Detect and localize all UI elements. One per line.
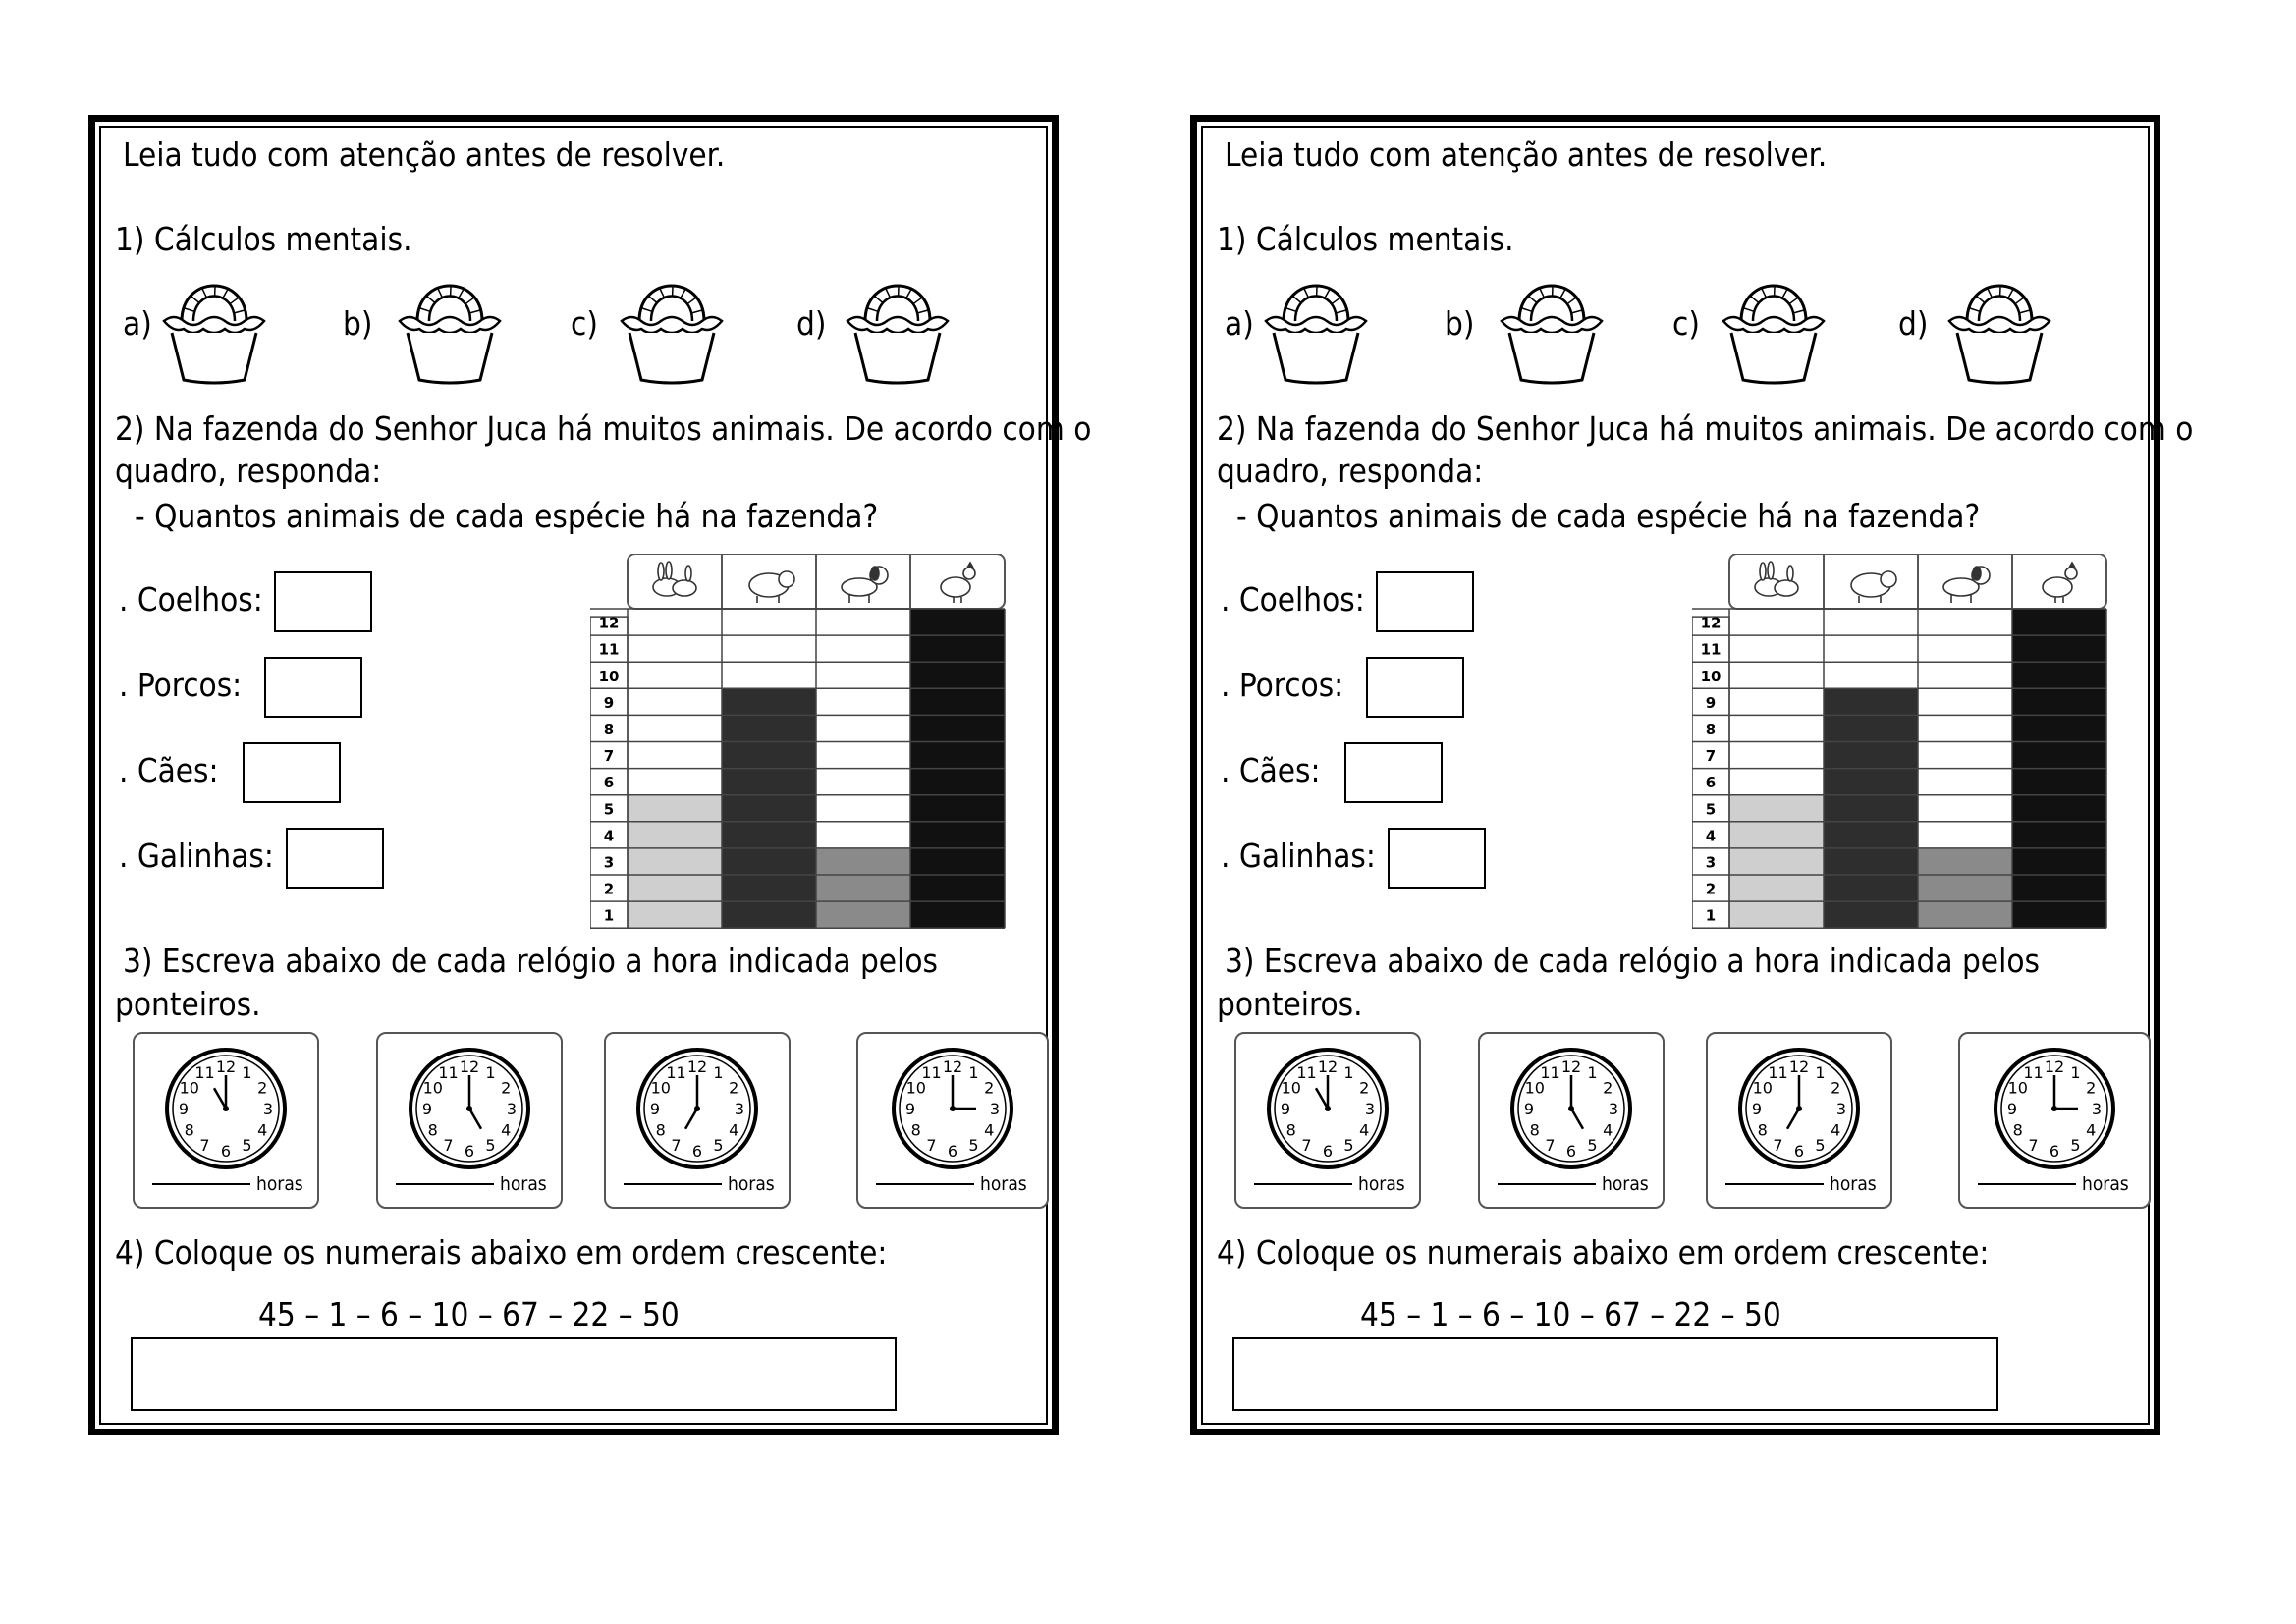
bar [1824,688,1918,928]
svg-text:12: 12 [1317,1057,1339,1076]
clock-card [1234,1032,1421,1209]
svg-text:4: 4 [1603,1120,1613,1140]
y-tick-label: 1 [1705,906,1717,925]
chart-wrapper [1692,554,2120,936]
answer-box[interactable] [286,828,384,889]
question-3-line-2: ponteiros. [1217,985,1363,1023]
svg-text:6: 6 [691,1142,703,1161]
svg-text:2: 2 [501,1078,512,1098]
svg-text:4: 4 [2086,1120,2097,1140]
answer-box[interactable] [264,657,362,718]
clock-card [133,1032,319,1209]
svg-text:4: 4 [1831,1120,1841,1140]
bar [816,848,910,928]
svg-text:4: 4 [984,1120,995,1140]
svg-text:4: 4 [1359,1120,1370,1140]
question-1-item-label: c) [1672,304,1700,343]
question-1-item-label: d) [1898,304,1929,343]
y-tick-label: 3 [603,853,615,872]
svg-text:7: 7 [671,1136,682,1156]
svg-text:7: 7 [926,1136,937,1156]
svg-text:10: 10 [422,1078,443,1098]
clock-card [1958,1032,2151,1209]
svg-text:12: 12 [1788,1057,1810,1076]
clock-card [604,1032,791,1209]
question-2-line-2: quadro, responda: [1217,452,1484,490]
y-tick-label: 11 [1700,640,1722,659]
number-sequence: 45 – 1 – 6 – 10 – 67 – 22 – 50 [258,1295,680,1333]
horas-label: horas [728,1173,775,1195]
svg-text:6: 6 [2049,1142,2060,1161]
answer-box[interactable] [1366,657,1464,718]
svg-text:8: 8 [1757,1120,1768,1140]
clock-card [856,1032,1049,1209]
animal-count-label: . Porcos: [1221,666,1344,704]
y-tick-label: 12 [598,614,620,632]
svg-text:5: 5 [713,1136,724,1156]
svg-text:2: 2 [984,1078,995,1098]
clock-card [1706,1032,1892,1209]
clock-icon [1990,1044,2119,1173]
svg-text:1: 1 [2070,1062,2081,1082]
svg-text:5: 5 [1587,1136,1598,1156]
clock-icon [1263,1044,1393,1173]
clock-icon [632,1044,762,1173]
worksheet [88,115,1092,1435]
svg-text:9: 9 [2006,1100,2018,1118]
number-sequence: 45 – 1 – 6 – 10 – 67 – 22 – 50 [1360,1295,1781,1333]
basket-icon [1498,264,1606,387]
question-2-line-2: quadro, responda: [115,452,382,490]
svg-text:5: 5 [242,1136,252,1156]
svg-text:12: 12 [686,1057,708,1076]
bar [628,795,722,929]
question-2-line-3: - Quantos animais de cada espécie há na fazenda? [1236,497,1981,535]
bar [1918,848,2012,928]
svg-text:6: 6 [1322,1142,1334,1161]
svg-text:3: 3 [1608,1100,1619,1118]
svg-text:8: 8 [184,1120,194,1140]
svg-text:9: 9 [421,1100,433,1118]
question-1-item-label: a) [1225,304,1254,343]
question-4-title: 4) Coloque os numerais abaixo em ordem crescente: [1217,1233,1990,1272]
svg-text:1: 1 [1815,1062,1826,1082]
svg-text:2: 2 [729,1078,739,1098]
horas-label: horas [1358,1173,1405,1195]
basket-icon [160,264,268,387]
y-tick-label: 11 [598,640,620,659]
y-tick-label: 10 [1700,667,1722,685]
basket-icon [618,264,726,387]
y-tick-label: 5 [603,800,615,819]
svg-text:8: 8 [655,1120,666,1140]
basket-wrapper [1498,264,1606,391]
svg-text:10: 10 [1524,1078,1545,1098]
question-2-line-1: 2) Na fazenda do Senhor Juca há muitos animais. De acordo com o [1217,409,2194,448]
svg-text:9: 9 [1751,1100,1763,1118]
answer-line[interactable] [624,1183,722,1185]
y-tick-label: 6 [1705,774,1717,792]
svg-text:6: 6 [1793,1142,1805,1161]
svg-text:10: 10 [1281,1078,1301,1098]
question-4-title: 4) Coloque os numerais abaixo em ordem crescente: [115,1233,888,1272]
basket-icon [844,264,952,387]
answer-box[interactable] [1388,828,1486,889]
bar [722,688,816,928]
clock-card [376,1032,563,1209]
svg-text:7: 7 [443,1136,454,1156]
svg-text:1: 1 [242,1062,252,1082]
svg-text:9: 9 [1280,1100,1291,1118]
basket-wrapper [160,264,268,391]
svg-text:11: 11 [1296,1062,1317,1082]
animal-count-label: . Coelhos: [119,580,263,619]
svg-text:12: 12 [942,1057,963,1076]
basket-icon [1262,264,1370,387]
svg-text:4: 4 [257,1120,268,1140]
svg-text:3: 3 [2091,1100,2103,1118]
svg-text:3: 3 [734,1100,745,1118]
answer-box-ordering[interactable] [131,1337,897,1411]
basket-icon [396,264,504,387]
y-tick-label: 2 [1705,880,1717,898]
answer-box-ordering[interactable] [1232,1337,1998,1411]
svg-text:5: 5 [1343,1136,1354,1156]
svg-text:8: 8 [1285,1120,1296,1140]
instruction-text: Leia tudo com atenção antes de resolver. [123,135,726,174]
svg-text:12: 12 [459,1057,480,1076]
horas-label: horas [2082,1173,2129,1195]
worksheet [1190,115,2194,1435]
svg-text:12: 12 [215,1057,237,1076]
svg-text:1: 1 [1343,1062,1354,1082]
svg-text:9: 9 [649,1100,661,1118]
y-tick-label: 5 [1705,800,1717,819]
svg-text:6: 6 [464,1142,475,1161]
svg-text:3: 3 [506,1100,518,1118]
y-tick-label: 12 [1700,614,1722,632]
question-1-item-label: b) [1445,304,1475,343]
animal-count-label: . Cães: [1221,751,1321,789]
svg-text:7: 7 [1773,1136,1783,1156]
svg-text:5: 5 [485,1136,496,1156]
svg-text:6: 6 [947,1142,958,1161]
basket-wrapper [618,264,726,391]
question-2-line-1: 2) Na fazenda do Senhor Juca há muitos animais. De acordo com o [115,409,1092,448]
question-1-item-label: d) [796,304,827,343]
y-tick-label: 10 [598,667,620,685]
y-tick-label: 9 [603,693,615,712]
svg-text:8: 8 [427,1120,438,1140]
horas-label: horas [1830,1173,1877,1195]
svg-text:11: 11 [2023,1062,2044,1082]
answer-box[interactable] [1344,742,1443,803]
svg-text:11: 11 [921,1062,942,1082]
basket-wrapper [844,264,952,391]
svg-text:8: 8 [2012,1120,2023,1140]
basket-wrapper [1945,264,2053,391]
svg-text:2: 2 [2086,1078,2097,1098]
answer-box[interactable] [1376,571,1474,632]
basket-wrapper [1262,264,1370,391]
bar [1729,795,1824,929]
animal-count-label: . Cães: [119,751,219,789]
svg-text:10: 10 [1752,1078,1773,1098]
y-tick-label: 6 [603,774,615,792]
answer-line[interactable] [876,1183,974,1185]
y-tick-label: 8 [603,720,615,738]
answer-line[interactable] [152,1183,250,1185]
question-1-item-label: c) [571,304,598,343]
svg-text:9: 9 [178,1100,190,1118]
question-3-line-2: ponteiros. [115,985,261,1023]
basket-icon [1720,264,1828,387]
y-tick-label: 1 [603,906,615,925]
basket-icon [1945,264,2053,387]
answer-line[interactable] [396,1183,494,1185]
horas-label: horas [256,1173,303,1195]
horas-label: horas [980,1173,1027,1195]
svg-text:5: 5 [1815,1136,1826,1156]
svg-text:3: 3 [989,1100,1001,1118]
question-1-item-label: a) [123,304,152,343]
svg-text:10: 10 [650,1078,671,1098]
svg-text:8: 8 [910,1120,921,1140]
svg-text:7: 7 [1301,1136,1312,1156]
chart-wrapper [590,554,1018,936]
question-2-line-3: - Quantos animais de cada espécie há na fazenda? [135,497,879,535]
svg-text:11: 11 [1768,1062,1788,1082]
answer-line[interactable] [1725,1183,1824,1185]
answer-line[interactable] [1498,1183,1596,1185]
y-tick-label: 3 [1705,853,1717,872]
svg-text:1: 1 [485,1062,496,1082]
clock-card [1478,1032,1665,1209]
svg-text:6: 6 [1565,1142,1577,1161]
svg-text:2: 2 [1831,1078,1841,1098]
svg-text:10: 10 [905,1078,926,1098]
clock-icon [1734,1044,1864,1173]
question-3-line-1: 3) Escreva abaixo de cada relógio a hora indicada pelos [123,942,938,980]
y-tick-label: 7 [1705,747,1717,766]
y-tick-label: 8 [1705,720,1717,738]
svg-text:10: 10 [2007,1078,2028,1098]
svg-text:1: 1 [1587,1062,1598,1082]
svg-text:2: 2 [1359,1078,1370,1098]
svg-text:2: 2 [257,1078,268,1098]
svg-text:11: 11 [1540,1062,1560,1082]
svg-text:9: 9 [904,1100,916,1118]
svg-text:4: 4 [729,1120,739,1140]
clock-icon [1506,1044,1636,1173]
svg-text:10: 10 [179,1078,199,1098]
svg-text:7: 7 [199,1136,210,1156]
animal-count-label: . Porcos: [119,666,243,704]
bar-chart [590,554,1018,932]
horas-label: horas [1602,1173,1649,1195]
animal-count-label: . Galinhas: [1221,837,1376,875]
clock-icon [888,1044,1017,1173]
answer-box[interactable] [243,742,341,803]
horas-label: horas [500,1173,547,1195]
answer-line[interactable] [1978,1183,2076,1185]
instruction-text: Leia tudo com atenção antes de resolver. [1225,135,1828,174]
svg-text:2: 2 [1603,1078,1613,1098]
y-tick-label: 9 [1705,693,1717,712]
animal-count-label: . Galinhas: [119,837,274,875]
svg-text:3: 3 [1835,1100,1847,1118]
svg-text:8: 8 [1529,1120,1540,1140]
animal-count-label: . Coelhos: [1221,580,1365,619]
question-3-line-1: 3) Escreva abaixo de cada relógio a hora indicada pelos [1225,942,2040,980]
basket-wrapper [1720,264,1828,391]
svg-text:11: 11 [438,1062,459,1082]
svg-text:3: 3 [1364,1100,1376,1118]
svg-text:7: 7 [2028,1136,2039,1156]
y-tick-label: 4 [1705,827,1717,845]
y-tick-label: 7 [603,747,615,766]
answer-line[interactable] [1254,1183,1352,1185]
y-tick-label: 2 [603,880,615,898]
question-1-item-label: b) [343,304,373,343]
clock-icon [161,1044,291,1173]
svg-text:1: 1 [713,1062,724,1082]
svg-text:4: 4 [501,1120,512,1140]
basket-wrapper [396,264,504,391]
answer-box[interactable] [274,571,372,632]
svg-text:9: 9 [1523,1100,1535,1118]
svg-text:3: 3 [262,1100,274,1118]
svg-text:11: 11 [194,1062,215,1082]
bar-chart [1692,554,2120,932]
svg-text:6: 6 [220,1142,232,1161]
clock-icon [405,1044,534,1173]
question-1-title: 1) Cálculos mentais. [1217,220,1514,258]
svg-text:11: 11 [666,1062,686,1082]
question-1-title: 1) Cálculos mentais. [115,220,412,258]
svg-text:12: 12 [2044,1057,2065,1076]
svg-text:1: 1 [968,1062,979,1082]
svg-text:12: 12 [1560,1057,1582,1076]
svg-text:5: 5 [2070,1136,2081,1156]
y-tick-label: 4 [603,827,615,845]
svg-text:5: 5 [968,1136,979,1156]
svg-text:7: 7 [1545,1136,1556,1156]
